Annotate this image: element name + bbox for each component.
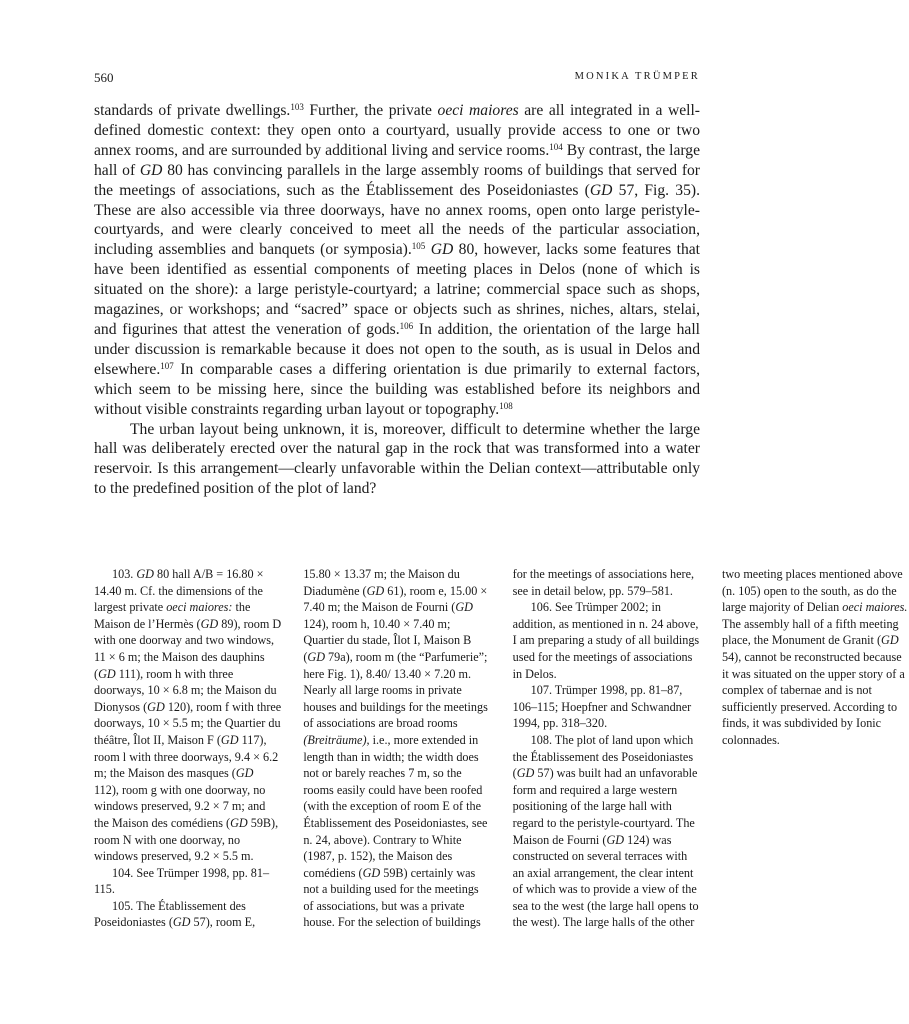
footnote-107: 107. Trümper 1998, pp. 81–87, 106–115; Hoepfner and Schwandner 1994, pp. 318–320. — [512, 683, 692, 731]
body-paragraph-2: The urban layout being unknown, it is, moreover, difficult to determine whether the large hall was deliberately erected over the natural gap in the rock that was transformed into a water reservoir. Is this arrangement—clearly unfavorable within the Delian context—attributable only to the predefined position of the plot of land? — [94, 420, 700, 498]
main-text — [94, 101, 700, 499]
footnote-103: 103. GD 80 hall A/B = 16.80 × 14.40 m. Cf. the dimensions of the largest private oeci maiores: the Maison de l’Hermès (GD 89), room D with one doorway and two windows, 11 × 6 m; the Maison des dauphins (GD 111), room h with three doorways, 10 × 6.8 m; the Maison du Dionysos (GD 120), room f with three doorways, 10 × 5.5 m; the Quartier du théâtre, Îlot II, Maison F (GD 117), room l with three doorways, 9.4 × 6.2 m; the Maison des masques (GD 112), room g with one doorway, no windows preserved, 9.2 × 7 m; and the Maison des comédiens (GD 59B), room N with one doorway, no windows preserved, 9.2 × 5.5 m. — [94, 567, 282, 864]
body-paragraph-1: standards of private dwellings.$^{103}$ Further, the private oeci maiores are all integrated in a well-defined domestic context: they open onto a courtyard, usually provide access to one or two annex rooms, and are surrounded by additional living and service rooms.$^{104}$ By contrast, the large hall of GD 80 has convincing parallels in the large assembly rooms of buildings that served for the meetings of associations, such as the Établissement des Poseidoniastes (GD 57, Fig. 35). These are also accessible via three doorways, have no annex rooms, open onto large peristyle-courtyards, and were clearly conceived to meet all the needs of the particular association, including assemblies and banquets (or symposia).$^{105}$ GD 80, however, lacks some features that have been identified as essential components of meeting places in Delos (none of which is situated on the shore): a large peristyle-courtyard; a latrine; commercial space such as shops, magazines, or workshops; and “sacred” space or objects such as shrines, niches, altars, stelai, and figurines that attest the veneration of gods.$^{106}$ In addition, the orientation of the large hall under discussion is remarkable because it does not open to the south, as is usual in Delos and elsewhere.$^{107}$ In comparable cases a differing orientation is due primarily to external factors, which seem to be missing here, since the building was established before its neighbors and without visible constraints regarding urban layout or topography.$^{108}$ — [94, 102, 701, 418]
footnotes — [94, 566, 908, 946]
footnote-104: 104. See Trümper 1998, pp. 81–115. — [94, 865, 270, 897]
page-number: 560 — [94, 70, 114, 85]
running-head: MONIKA TRÜMPER — [574, 71, 700, 82]
footnote-108: 108. The plot of land upon which the Établissement des Poseidoniastes (GD 57) was built had an unfavorable form and required a large western positioning of the large hall with regard to the peristyle-courtyard. The Maison de Fourni (GD 124) was constructed on several terraces with an axial arrangement, the clear intent of which was to provide a view of the sea to the west (the large hall opens to the west). The large halls of the other two meeting places mentioned above (n. 105) open to the south, as do the large majority of Delian oeci maiores. The assembly hall of a fifth meeting place, the Monument de Granit (GD 54), cannot be reconstructed because it was situated on the upper story of a complex of tabernae and is not sufficiently preserved. According to finds, it was subdivided by Ionic colonnades. — [512, 567, 908, 930]
footnote-105: 105. The Établissement des Poseidoniastes (GD 57), room E, 15.80 × 13.37 m; the Maison du Diadumène (GD 61), room e, 15.00 × 7.40 m; the Maison de Fourni (GD 124), room h, 10.40 × 7.40 m; Quartier du stade, Îlot I, Maison B (GD 79a), room m (the “Parfumerie”; here Fig. 1), 8.40/ 13.40 × 7.20 m. Nearly all large rooms in private houses and buildings for the meetings of associations are broad rooms (Breiträume), i.e., more extended in length than in width; the width does not or barely reaches 7 m, so the rooms easily could have been roofed (with the exception of room E of the Établissement des Poseidoniastes, see n. 24, above). Contrary to White (1987, p. 152), the Maison des comédiens (GD 59B) certainly was not a building used for the meetings of associations, but was a private house. For the selection of buildings for the meetings of associations here, see in detail below, pp. 579–581. — [94, 567, 695, 930]
page-header — [94, 70, 700, 86]
footnote-106: 106. See Trümper 2002; in addition, as mentioned in n. 24 above, I am preparing a study of all buildings used for the meetings of associations in Delos. — [512, 600, 700, 681]
